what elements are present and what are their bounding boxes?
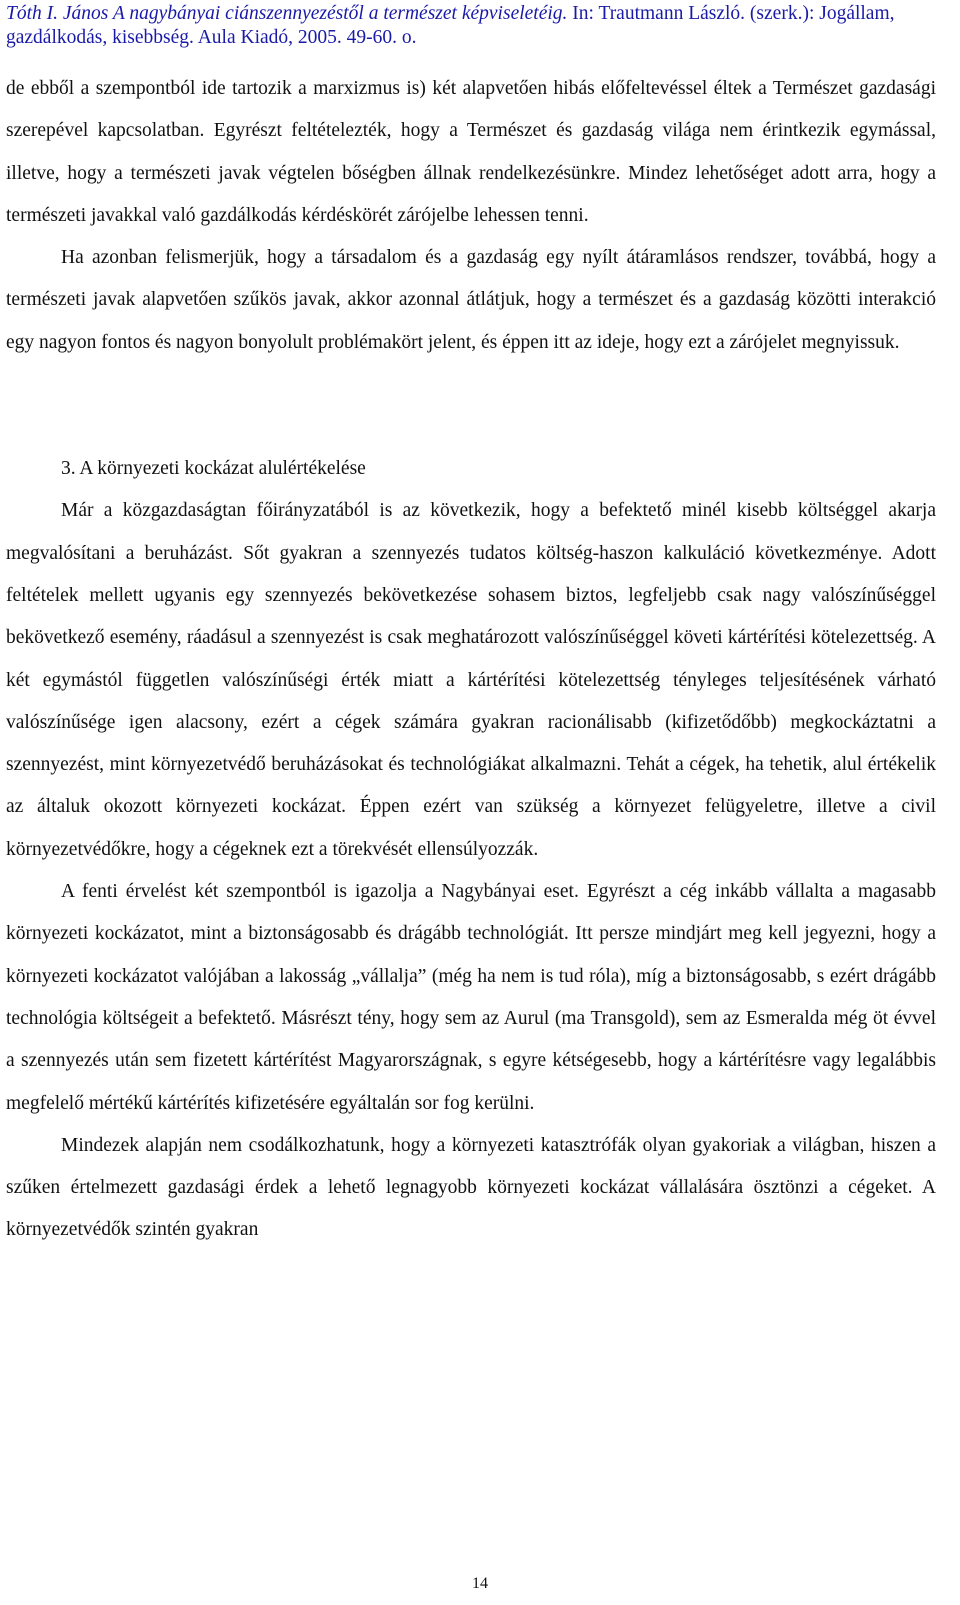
paragraph-1: de ebből a szempontból ide tartozik a marxizmus is) két alapvetően hibás előfeltevéssel éltek a Természet gazdasági szerepével kapcsolatban. Egyrészt feltételezték, hogy a Természet és gazdaság világa nem érintkezik egymással, illetve, hogy a természeti javak végtelen bőségben állnak rendelkezésünkre. Mindez lehetőséget adott arra, hogy a természeti javakkal való gazdálkodás kérdéskörét zárójelbe lehessen tenni. xyxy=(6,78,936,226)
citation-author-title: Tóth I. János A nagybányai ciánszennyezéstől a természet képviseletéig. xyxy=(6,3,568,24)
paragraph-2: Ha azonban felismerjük, hogy a társadalom és a gazdaság egy nyílt átáramlásos rendszer, továbbá, hogy a természeti javak alapvetően szűkös javak, akkor azonnal átlátjuk, hogy a természet és a gazdaság közötti interakció egy nagyon fontos és nagyon bonyolult problémakört jelent, és éppen itt az ideje, hogy ezt a zárójelet megnyissuk. xyxy=(6,247,936,353)
body-text xyxy=(6,68,936,1252)
paragraph-4: A fenti érvelést két szempontból is igazolja a Nagybányai eset. Egyrészt a cég inkább vállalta a magasabb környezeti kockázatot, mint a biztonságosabb és drágább technológiát. Itt persze mindjárt meg kell jegyezni, hogy a környezeti kockázatot valójában a lakosság „vállalja” (még ha nem is tud róla), míg a biztonságosabb, s ezért drágább technológia költségeit a befektető. Másrészt tény, hogy sem az Aurul (ma Transgold), sem az Esmeralda még öt évvel a szennyezés után sem fizetett kártérítést Magyarországnak, s egyre kétségesebb, hogy a kártérítésre vagy legalábbis megfelelő mértékű kártérítés kifizetésére egyáltalán sor fog kerülni. xyxy=(6,881,936,1114)
page-number: 14 xyxy=(472,1575,488,1592)
citation-header xyxy=(6,2,946,50)
paragraph-5: Mindezek alapján nem csodálkozhatunk, hogy a környezeti katasztrófák olyan gyakoriak a világban, hiszen a szűken értelmezett gazdasági érdek a lehető legnagyobb környezeti kockázat vállalására ösztönzi a cégeket. A környezetvédők szintén gyakran xyxy=(6,1134,936,1241)
section-heading: 3. A környezeti kockázat alulértékelése xyxy=(61,458,366,480)
paragraph-3: Már a közgazdaságtan főirányzatából is az következik, hogy a befektető minél kisebb költséggel akarja megvalósítani a beruházást. Sőt gyakran a szennyezés tudatos költség-haszon kalkuláció következménye. Adott feltételek mellett ugyanis egy szennyezés bekövetkezése sohasem biztos, legfeljebb csak nagy valószínűséggel bekövetkező esemény, ráadásul a szennyezést is csak meghatározott valószínűséggel követi kártérítési kötelezettség. A két egymástól független valószínűségi érték miatt a kártérítési kötelezettség tényleges teljesítésének várható valószínűsége igen alacsony, ezért a cégek számára gyakran racionálisabb (kifizetődőbb) megkockáztatni a szennyezést, mint környezetvédő beruházásokat és technológiákat alkalmazni. Tehát a cégek, ha tehetik, alul értékelik az általuk okozott környezeti kockázat. Éppen ezért van szükség a környezet felügyeletre, illetve a civil környezetvédőkre, hogy a cégeknek ezt a törekvését ellensúlyozzák. xyxy=(6,500,936,860)
citation-source: In: Trautmann László. (szerk.): Jogállam, gazdálkodás, kisebbség. Aula Kiadó, 2005. 49-60. o. xyxy=(6,3,895,48)
